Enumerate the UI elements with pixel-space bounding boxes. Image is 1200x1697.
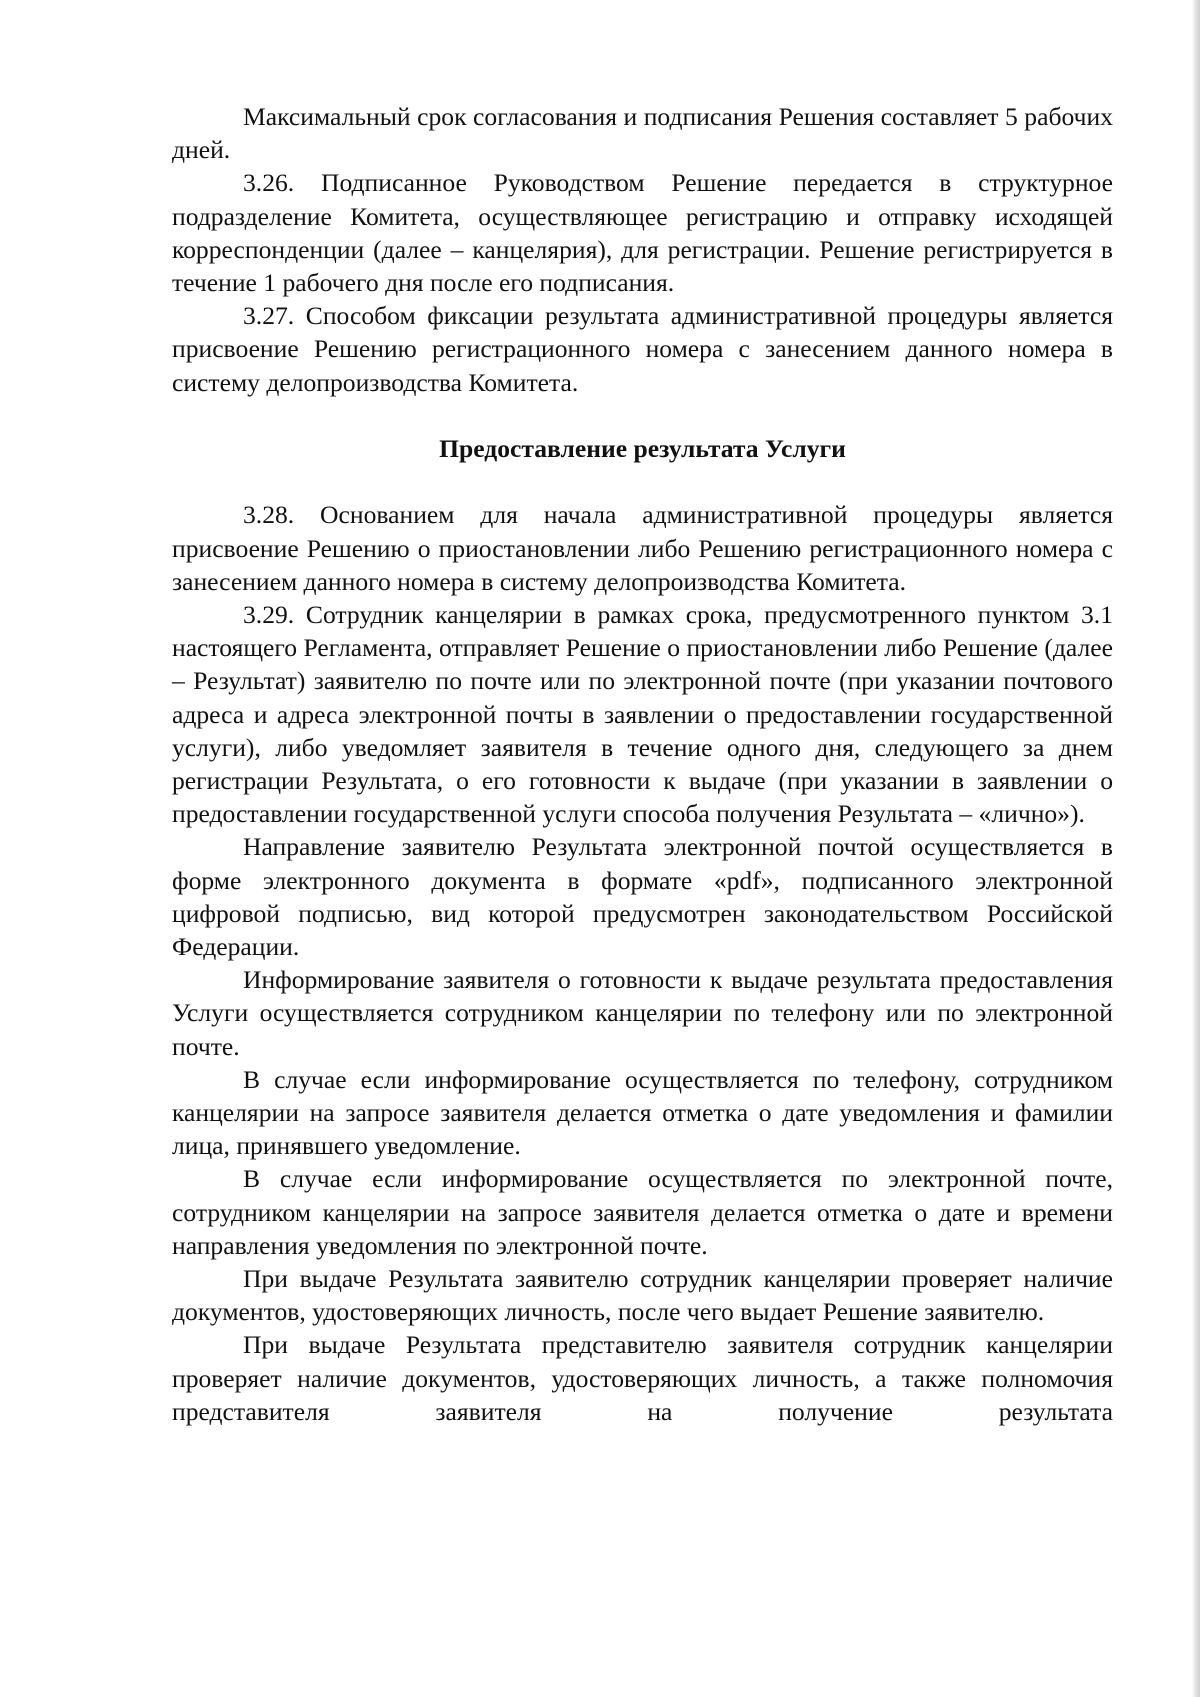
- paragraph: 3.27. Способом фиксации результата административной процедуры является присвоение Решению регистрационного номера с занесением данного номера в систему делопроизводства Комитета.: [172, 301, 1113, 397]
- paragraph: Максимальный срок согласования и подписания Решения составляет 5 рабочих дней.: [172, 102, 1113, 165]
- paragraph: При выдаче Результата представителю заявителя сотрудник канцелярии проверяет наличие документов, удостоверяющих личность, а также полномочия представителя заявителя на получение результата: [172, 1330, 1113, 1426]
- paragraph: 3.26. Подписанное Руководством Решение передается в структурное подразделение Комитета, осуществляющее регистрацию и отправку исходящей корреспонденции (далее – канцелярия), для регистрации. Решение регистрируется в течение 1 рабочего дня после его подписания.: [172, 168, 1113, 298]
- document-body: [172, 100, 1113, 1428]
- section-heading: Предоставление результата Услуги: [439, 434, 846, 464]
- paragraph: В случае если информирование осуществляется по электронной почте, сотрудником канцелярии на запросе заявителя делается отметка о дате и времени направления уведомления по электронной почте.: [172, 1164, 1113, 1260]
- paragraph: 3.29. Сотрудник канцелярии в рамках срока, предусмотренного пунктом 3.1 настоящего Регламента, отправляет Решение о приостановлении либо Решение (далее – Результат) заявителю по почте или по электронной почте (при указании почтового адреса и адреса электронной почты в заявлении о предоставлении государственной услуги), либо уведомляет заявителя в течение одного дня, следующего за днем регистрации Результата, о его готовности к выдаче (при указании в заявлении о предоставлении государственной услуги способа получения Результата – «лично»).: [172, 600, 1113, 829]
- paragraph: Информирование заявителя о готовности к выдаче результата предоставления Услуги осуществляется сотрудником канцелярии по телефону или по электронной почте.: [172, 965, 1113, 1061]
- paragraph: При выдаче Результата заявителю сотрудник канцелярии проверяет наличие документов, удостоверяющих личность, после чего выдает Решение заявителю.: [172, 1264, 1113, 1327]
- paragraph: Направление заявителю Результата электронной почтой осуществляется в форме электронного документа в формате «pdf», подписанного электронной цифровой подписью, вид которой предусмотрен законодательством Российской Федерации.: [172, 832, 1113, 962]
- page-edge-shadow: [1192, 0, 1200, 1697]
- paragraph: В случае если информирование осуществляется по телефону, сотрудником канцелярии на запросе заявителя делается отметка о дате уведомления и фамилии лица, принявшего уведомление.: [172, 1064, 1113, 1161]
- paragraph: 3.28. Основанием для начала административной процедуры является присвоение Решению о приостановлении либо Решению регистрационного номера с занесением данного номера в систему делопроизводства Комитета.: [172, 500, 1113, 596]
